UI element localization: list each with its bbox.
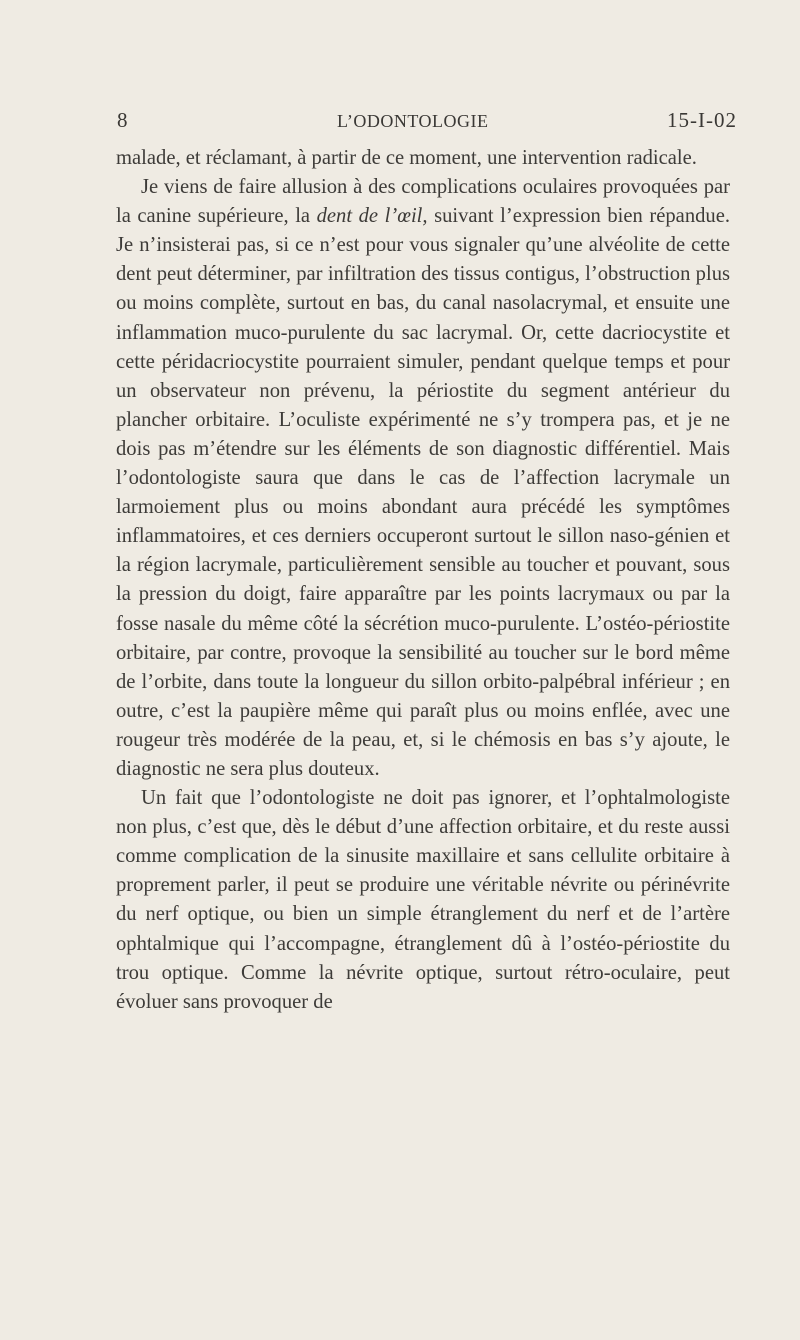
issue-date: 15-I-02 [667,108,737,132]
paragraph-text-end: suivant l’expression bien répandue. Je n’insisterai pas, si ce n’est pour vous signaler qu’une alvéolite de cette dent peut déterminer, par infiltration des tissus contigus, l’obstruction plus ou moins complète, surtout en bas, du canal nasolacrymal, et ensuite une inflammation muco-purulente du sac lacrymal. Or, cette dacriocystite et cette péridacriocystite pourraient simuler, pendant quelque temps et pour un observateur non prévenu, la périostite du segment antérieur du plancher orbitaire. L’oculiste expérimenté ne s’y trompera pas, et je ne dois pas m’étendre sur les éléments de son diagnostic différentiel. Mais l’odontologiste saura que dans le cas de l’affection lacrymale un larmoiement plus ou moins abondant aura précédé les symptômes inflammatoires, et ces derniers occuperont surtout le sillon naso-génien et la région lacrymale, particulièrement sensible au toucher et pouvant, sous la pression du doigt, faire apparaître par les points lacrymaux ou par la fosse nasale du même côté la sécrétion muco-purulente. L’ostéo-périostite orbitaire, par contre, provoque la sensibilité au toucher sur le bord même de l’orbite, dans toute la longueur du sillon orbito-palpébral inférieur ; en outre, c’est la paupière même qui paraît plus ou moins enflée, avec une rougeur très modérée de la peau, et, si le chémosis en bas s’y ajoute, le diagnostic ne sera plus douteux. [116,205,731,780]
paragraph-nevrite: Un fait que l’odontologiste ne doit pas ignorer, et l’ophtalmologiste non plus, c’est que, dès le début d’une affection orbitaire, et du reste aussi comme complication de la sinusite maxillaire et sans cellulite orbitaire à proprement parler, il peut se produire une véritable névrite ou périnévrite du nerf optique, ou bien un simple étranglement du nerf et de l’artère ophtalmique qui l’accompagne, étranglement dû à l’ostéo-périostite du trou optique. Comme la névrite optique, surtout rétro-oculaire, peut évoluer sans provoquer de [116,787,730,1013]
paragraph-text-start: Je viens de faire allusion à des complications oculaires provoquées par la canine supérieure, la [116,176,730,228]
paragraph-continuation: malade, et réclamant, à partir de ce moment, une intervention radicale. [116,147,697,169]
italic-term: dent de l’œil, [316,205,428,228]
article-body [116,144,730,1017]
running-header [117,108,737,138]
running-title: L’ODONTOLOGIE [337,111,489,131]
page-number: 8 [117,108,128,132]
paragraph-dacriocystite [116,173,730,784]
